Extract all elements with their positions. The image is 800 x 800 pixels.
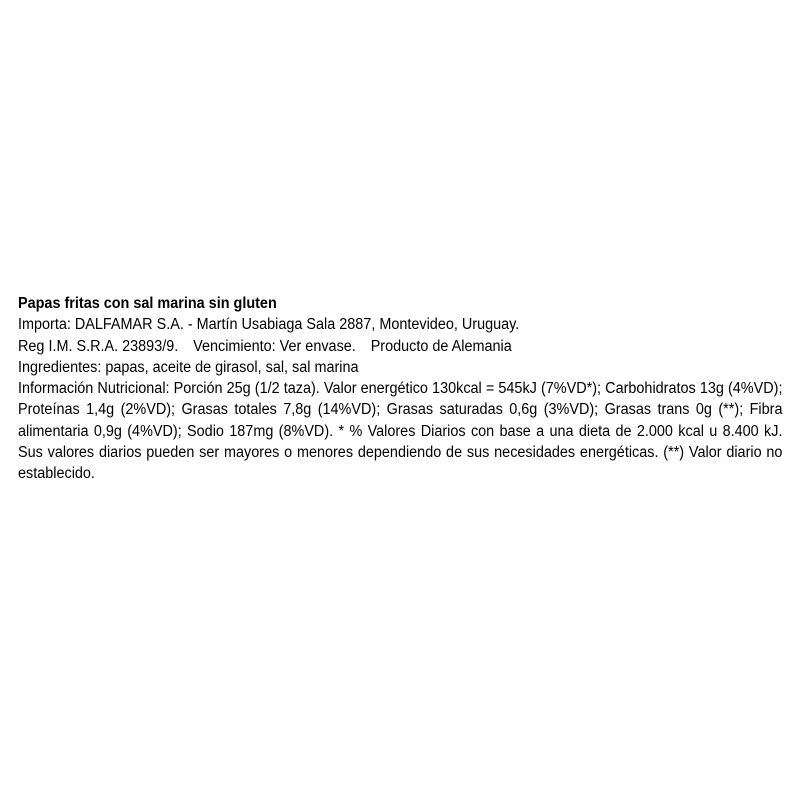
- importer-line: Importa: DALFAMAR S.A. - Martín Usabiaga Sala 2887, Montevideo, Uruguay.: [18, 316, 520, 334]
- nutrition-info: Información Nutricional: Porción 25g (1/2 taza). Valor energético 130kcal = 545kJ (7%VD*); Carbohidratos 13g (4%VD); Proteínas 1,4g (2%VD); Grasas totales 7,8g (14%VD); Grasas saturadas 0,6g (3%VD); Grasas trans 0g (**); Fibra alimentaria 0,9g (4%VD); Sodio 187mg (8%VD). * % Valores Diarios con base a una dieta de 2.000 kcal u 8.400 kJ. Sus valores diarios pueden ser mayores o menores dependiendo de sus necesidades energéticas. (**) Valor diario no establecido.: [18, 380, 783, 483]
- origin-info: Producto de Alemania: [370, 337, 512, 355]
- expiry-info: Vencimiento: Ver envase.: [193, 337, 356, 355]
- ingredients-line: Ingredientes: papas, aceite de girasol, sal, sal marina: [18, 358, 359, 376]
- registration-number: Reg I.M. S.R.A. 23893/9.: [18, 337, 179, 355]
- product-label-text: [18, 293, 783, 485]
- product-title: Papas fritas con sal marina sin gluten: [18, 295, 277, 312]
- registration-line: [18, 336, 729, 357]
